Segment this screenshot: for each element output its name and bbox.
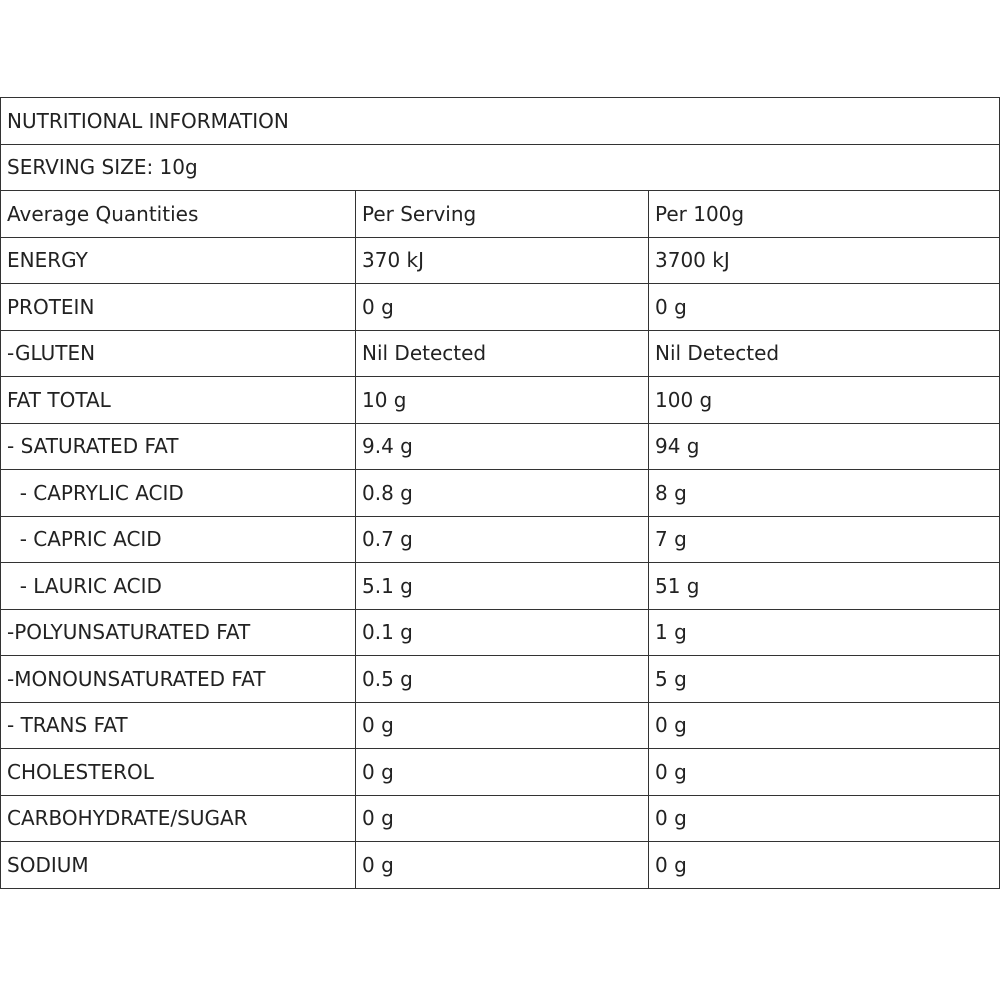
per-serving-value: 0 g bbox=[356, 842, 649, 889]
table-row bbox=[1, 609, 1000, 656]
per-100g-value: 1 g bbox=[649, 609, 1000, 656]
nutrient-name: PROTEIN bbox=[1, 284, 356, 331]
title-row bbox=[1, 98, 1000, 145]
nutrient-name: FAT TOTAL bbox=[1, 377, 356, 424]
table-row bbox=[1, 470, 1000, 517]
per-100g-value: 5 g bbox=[649, 656, 1000, 703]
table-row bbox=[1, 377, 1000, 424]
table-row bbox=[1, 656, 1000, 703]
header-row bbox=[1, 191, 1000, 238]
table-title: NUTRITIONAL INFORMATION bbox=[1, 98, 1000, 145]
nutrition-table bbox=[0, 97, 1000, 889]
nutrient-name: - CAPRIC ACID bbox=[1, 516, 356, 563]
per-serving-value: 0 g bbox=[356, 702, 649, 749]
table-row bbox=[1, 423, 1000, 470]
table-row bbox=[1, 237, 1000, 284]
per-100g-value: 94 g bbox=[649, 423, 1000, 470]
per-100g-value: 0 g bbox=[649, 749, 1000, 796]
nutrient-name: - SATURATED FAT bbox=[1, 423, 356, 470]
per-100g-value: 0 g bbox=[649, 702, 1000, 749]
per-serving-value: 9.4 g bbox=[356, 423, 649, 470]
nutrient-name: - LAURIC ACID bbox=[1, 563, 356, 610]
nutrient-name: CHOLESTEROL bbox=[1, 749, 356, 796]
table-row bbox=[1, 330, 1000, 377]
per-100g-value: 0 g bbox=[649, 284, 1000, 331]
nutrient-name: -POLYUNSATURATED FAT bbox=[1, 609, 356, 656]
table-row bbox=[1, 795, 1000, 842]
per-serving-value: 370 kJ bbox=[356, 237, 649, 284]
table-row bbox=[1, 284, 1000, 331]
per-serving-value: 5.1 g bbox=[356, 563, 649, 610]
table-row bbox=[1, 749, 1000, 796]
per-100g-value: Nil Detected bbox=[649, 330, 1000, 377]
per-serving-value: 0 g bbox=[356, 795, 649, 842]
per-serving-value: 0 g bbox=[356, 284, 649, 331]
nutrient-name: - CAPRYLIC ACID bbox=[1, 470, 356, 517]
table-row bbox=[1, 516, 1000, 563]
nutrient-name: SODIUM bbox=[1, 842, 356, 889]
nutrient-name: -MONOUNSATURATED FAT bbox=[1, 656, 356, 703]
nutrient-name: -GLUTEN bbox=[1, 330, 356, 377]
per-100g-value: 3700 kJ bbox=[649, 237, 1000, 284]
column-header-per-serving: Per Serving bbox=[356, 191, 649, 238]
per-100g-value: 8 g bbox=[649, 470, 1000, 517]
per-100g-value: 0 g bbox=[649, 842, 1000, 889]
serving-size-row bbox=[1, 144, 1000, 191]
column-header-per-100g: Per 100g bbox=[649, 191, 1000, 238]
column-header-quantities: Average Quantities bbox=[1, 191, 356, 238]
per-serving-value: 0.7 g bbox=[356, 516, 649, 563]
nutrient-name: CARBOHYDRATE/SUGAR bbox=[1, 795, 356, 842]
per-serving-value: Nil Detected bbox=[356, 330, 649, 377]
per-serving-value: 0 g bbox=[356, 749, 649, 796]
table-row bbox=[1, 563, 1000, 610]
per-serving-value: 0.1 g bbox=[356, 609, 649, 656]
per-100g-value: 7 g bbox=[649, 516, 1000, 563]
table-row bbox=[1, 702, 1000, 749]
per-serving-value: 10 g bbox=[356, 377, 649, 424]
per-100g-value: 0 g bbox=[649, 795, 1000, 842]
per-100g-value: 100 g bbox=[649, 377, 1000, 424]
nutrient-name: - TRANS FAT bbox=[1, 702, 356, 749]
nutrient-name: ENERGY bbox=[1, 237, 356, 284]
table-row bbox=[1, 842, 1000, 889]
per-serving-value: 0.8 g bbox=[356, 470, 649, 517]
serving-size: SERVING SIZE: 10g bbox=[1, 144, 1000, 191]
per-100g-value: 51 g bbox=[649, 563, 1000, 610]
per-serving-value: 0.5 g bbox=[356, 656, 649, 703]
nutrition-table-body bbox=[1, 98, 1000, 889]
